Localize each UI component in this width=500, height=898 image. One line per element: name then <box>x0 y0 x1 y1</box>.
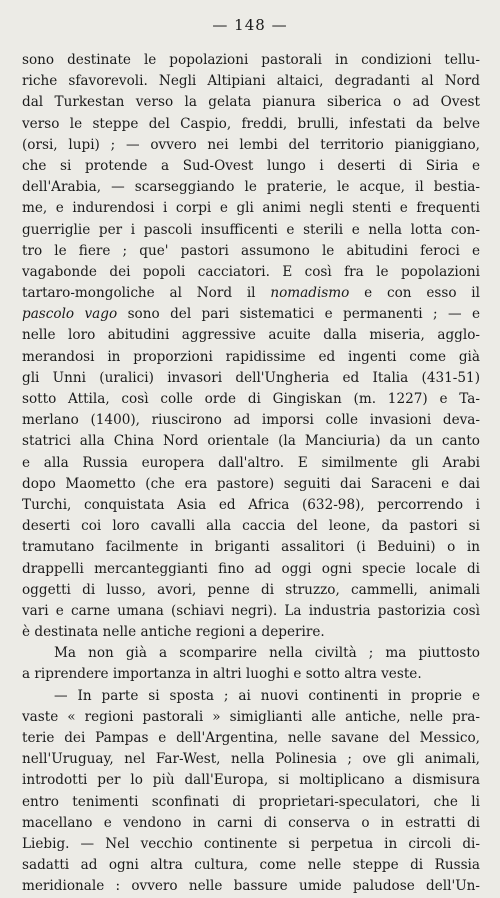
text-line: guerriglie per i pascoli insufficenti e sterili e nella lotta con- <box>22 221 480 238</box>
text-line: sadatti ad ogni altra cultura, come nelle steppe di Russia <box>22 857 480 874</box>
text-line: sono destinate le popolazioni pastorali in condizioni tellu- <box>22 52 480 68</box>
text-line: vagabonde dei popoli cacciatori. E così fra le popolazioni <box>22 263 480 280</box>
body-text <box>22 50 480 898</box>
text-line: pascolo vago sono del pari sistematici e permanenti ; — e <box>22 306 480 323</box>
text-line: statrici alla China Nord orientale (la Manciuria) da un canto <box>22 433 480 450</box>
text-line: riche sfavorevoli. Negli Altipiani altaici, degradanti al Nord <box>22 73 480 90</box>
text-line: gli Unni (uralici) invasori dell'Ungheria ed Italia (431-51) <box>22 369 480 386</box>
text-line: tramutano facilmente in briganti assalitori (i Beduini) o in <box>22 539 480 556</box>
text-line: meridionale : ovvero nelle bassure umide paludose dell'Un- <box>22 878 480 895</box>
text-line: vari e carne umana (schiavi negri). La industria pastorizia così <box>22 602 480 619</box>
text-line: e alla Russia europera dall'altro. E similmente gli Arabi <box>22 454 480 471</box>
text-line: me, e indurendosi i corpi e gli animi negli stenti e frequenti <box>22 200 480 217</box>
text-line: deserti coi loro cavalli alla caccia del leone, da pastori si <box>22 518 480 535</box>
text-line: entro tenimenti sconfinati di proprietari-speculatori, che li <box>22 793 480 810</box>
text-line: terie dei Pampas e dell'Argentina, nelle savane del Messico, <box>22 730 480 746</box>
text-line: Liebig. — Nel vecchio continente si perpetua in circoli di- <box>22 835 480 852</box>
text-line: oggetti di lusso, avori, penne di struzzo, cammelli, animali <box>22 581 480 598</box>
text-line: che si protende a Sud-Ovest lungo i deserti di Siria e <box>22 157 480 174</box>
text-line: merlano (1400), riuscirono ad imporsi colle invasioni deva- <box>22 412 480 429</box>
text-line: macellano e vendono in carni di conserva o in estratti di <box>22 814 480 831</box>
text-line: a riprendere importanza in altri luoghi e sotto altra veste. <box>22 666 422 683</box>
text-line: è destinata nelle antiche regioni a deperire. <box>22 624 325 641</box>
text-line: dell'Arabia, — scarseggiando le praterie, le acque, il bestia- <box>22 179 480 196</box>
text-line: (orsi, lupi) ; — ovvero nei lembi del territorio pianiggiano, <box>22 136 480 153</box>
text-line: tartaro-mongoliche al Nord il nomadismo e con esso il <box>22 285 480 302</box>
text-line: dal Turkestan verso la gelata pianura siberica o ad Ovest <box>22 94 480 111</box>
text-line: vaste « regioni pastorali » simiglianti alle antiche, nelle pra- <box>22 708 480 725</box>
text-line: sotto Attila, così colle orde di Gingiskan (m. 1227) e Ta- <box>22 391 480 407</box>
text-line: merandosi in proporzioni rapidissime ed ingenti come già <box>22 348 480 365</box>
text-line: verso le steppe del Caspio, freddi, brulli, infestati da belve <box>22 115 480 132</box>
text-line: dopo Maometto (che era pastore) seguiti dai Saraceni e dai <box>22 475 480 492</box>
text-line: nell'Uruguay, nel Far-West, nella Polinesia ; ove gli animali, <box>22 751 480 768</box>
text-line: drappelli mercanteggianti fino ad oggi ogni specie locale di <box>22 560 480 577</box>
text-line: nelle loro abitudini aggressive acuite dalla miseria, agglo- <box>22 327 480 344</box>
text-line: introdotti per lo più dall'Europa, si moltiplicano a dismisura <box>22 772 480 789</box>
text-line: Ma non già a scomparire nella civiltà ; ma piuttosto <box>54 645 480 662</box>
page-number: — 148 — <box>212 16 288 34</box>
text-line: Turchi, conquistata Asia ed Africa (632-98), percorrendo i <box>22 496 480 513</box>
text-line: tro le fiere ; que' pastori assumono le abitudini feroci e <box>22 242 480 259</box>
text-line: — In parte si sposta ; ai nuovi continenti in proprie e <box>54 687 480 704</box>
